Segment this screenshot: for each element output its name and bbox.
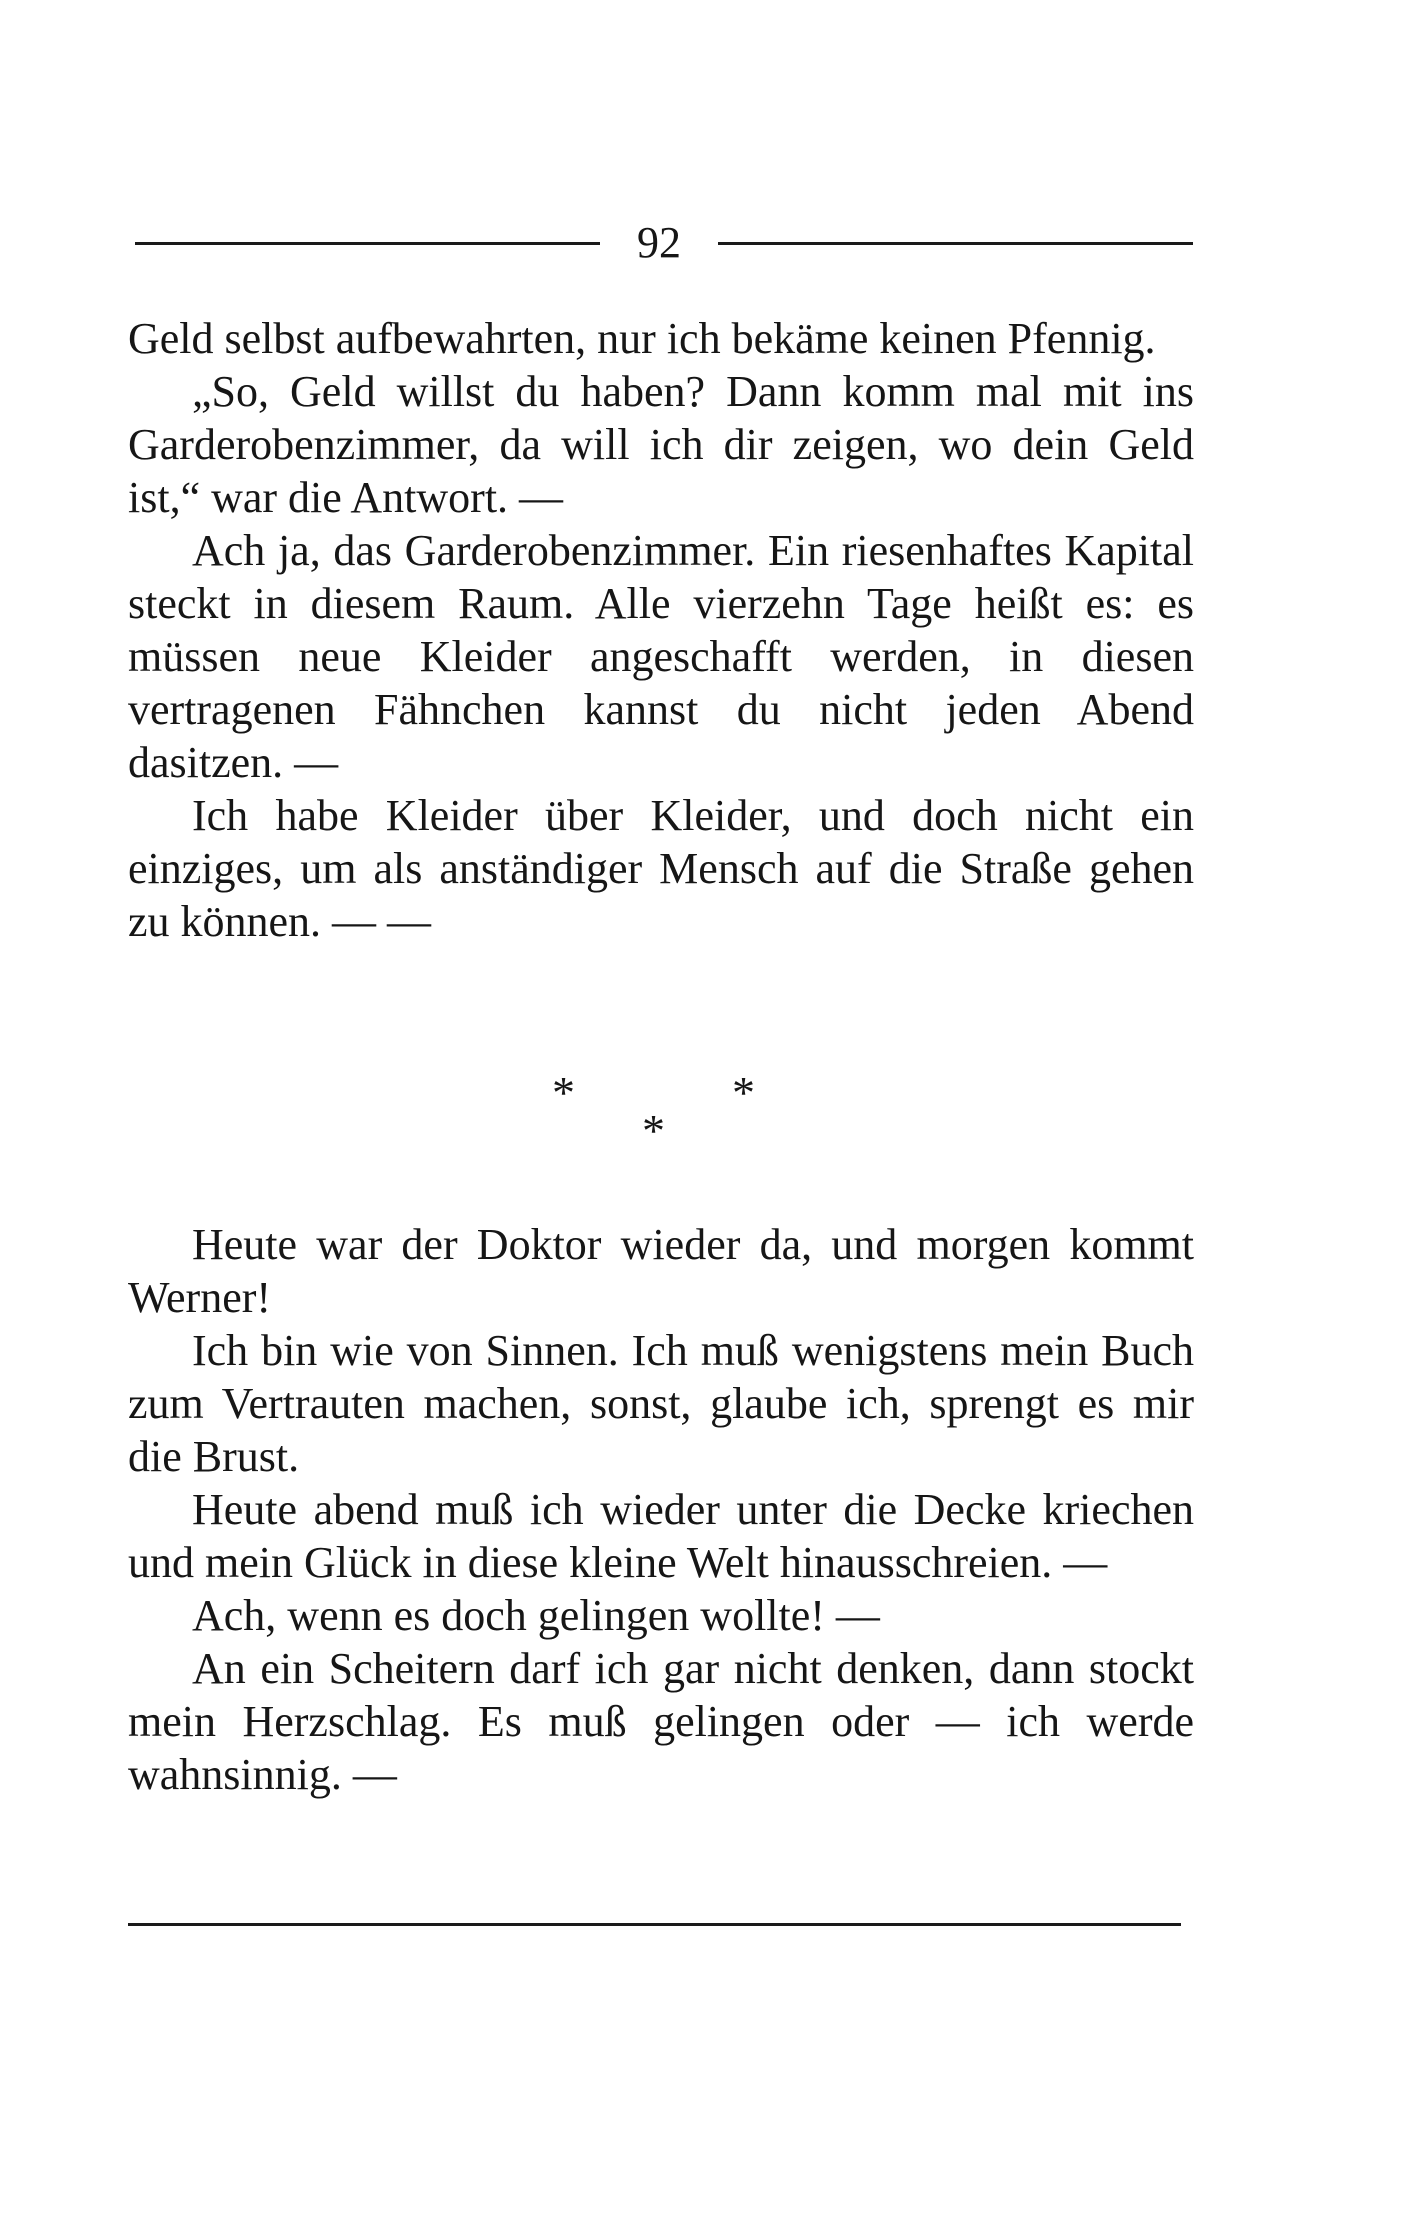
paragraph: Heute abend muß ich wieder unter die Decke kriechen und mein Glück in diese kleine Welt hinausschreien. —	[128, 1485, 1194, 1587]
paragraph: Ach, wenn es doch gelingen wollte! —	[192, 1591, 880, 1640]
header-rule-right	[718, 242, 1193, 245]
page-header	[135, 208, 1193, 278]
paragraph: Ach ja, das Garderobenzimmer. Ein riesenhaftes Kapital steckt in diesem Raum. Alle vierzehn Tage heißt es: es müssen neue Kleider angeschafft werden, in diesen vertragenen Fähnchen kannst du nicht jeden Abend dasitzen. —	[128, 526, 1194, 787]
paragraph: „So, Geld willst du haben? Dann komm mal mit ins Garderobenzimmer, da will ich dir zeigen, wo dein Geld ist,“ war die Antwort. —	[128, 367, 1194, 522]
paragraph: Heute war der Doktor wieder da, und morgen kommt Werner!	[128, 1220, 1194, 1322]
separator-asterisk: *	[642, 1105, 665, 1156]
paragraph: Ich bin wie von Sinnen. Ich muß wenigstens mein Buch zum Vertrauten machen, sonst, glaube ich, sprengt es mir die Brust.	[128, 1326, 1194, 1481]
paragraph: Ich habe Kleider über Kleider, und doch nicht ein einziges, um als anständiger Mensch auf die Straße gehen zu können. — —	[128, 791, 1194, 946]
header-rule-left	[135, 242, 600, 245]
separator-asterisk: *	[732, 1067, 755, 1118]
paragraph: An ein Scheitern darf ich gar nicht denken, dann stockt mein Herzschlag. Es muß gelingen oder — ich werde wahnsinnig. —	[128, 1644, 1194, 1799]
text-section-1	[128, 312, 1194, 948]
page-number: 92	[637, 218, 681, 267]
section-separator	[0, 1067, 1416, 1160]
paragraph: Geld selbst aufbewahrten, nur ich bekäme keinen Pfennig.	[128, 314, 1156, 363]
separator-asterisk: *	[552, 1067, 575, 1118]
text-section-2	[128, 1218, 1194, 1801]
footer-rule	[128, 1923, 1181, 1926]
